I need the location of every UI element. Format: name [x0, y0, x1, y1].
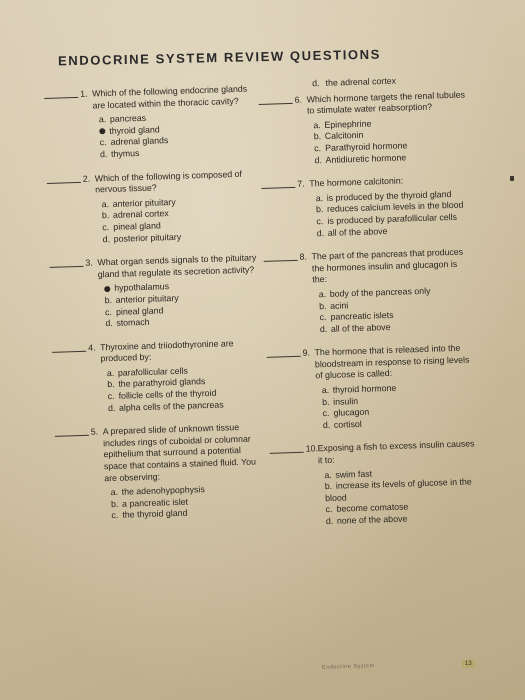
question-text: A prepared slide of unknown tissue includes rings of cuboidal or columnar epithelium that surround a potential space that contains a stained fluid. You are observing:: [102, 422, 257, 483]
question-number: 3.: [85, 257, 93, 268]
footer-text: Endocrine System: [321, 663, 375, 671]
option-letter: b.: [315, 204, 324, 215]
question-block: [269, 439, 482, 530]
left-column: [44, 83, 268, 535]
question-block: [263, 246, 476, 337]
option-letter: c.: [99, 137, 107, 148]
option-text: cortisol: [333, 418, 362, 430]
question-block: [47, 168, 259, 247]
answer-blank[interactable]: [267, 356, 301, 358]
option-text: anterior pituitary: [112, 196, 176, 209]
filled-bullet-icon: [99, 129, 105, 135]
option-letter: a.: [324, 469, 332, 480]
question-block: [52, 337, 264, 416]
option-letter: b.: [104, 294, 113, 306]
option-text: reduces calcium levels in the blood: [326, 199, 464, 215]
answer-blank[interactable]: [259, 103, 293, 105]
question-block: [261, 174, 473, 242]
option-text: follicle cells of the thyroid: [118, 387, 217, 401]
answer-blank[interactable]: [264, 260, 298, 262]
option-text: a pancreatic islet: [121, 496, 189, 509]
option-text: all of the above: [330, 321, 391, 334]
option-text: all of the above: [327, 225, 388, 238]
option-text: the thyroid gland: [122, 508, 188, 521]
option-letter: d.: [325, 515, 334, 527]
option-letter: c.: [316, 215, 324, 227]
option-text: adrenal cortex: [112, 208, 169, 221]
filled-bullet-icon: [104, 286, 110, 292]
option-text: Epinephrine: [324, 118, 372, 130]
question-text: Which of the following endocrine glands are located within the thoracic cavity?: [91, 83, 248, 111]
option-text: parafollicular cells: [117, 365, 188, 378]
option-letter: a.: [106, 367, 115, 379]
option-letter: d.: [311, 78, 320, 89]
question-block: [266, 343, 479, 434]
option-text: is produced by the thyroid gland: [326, 188, 452, 203]
option-letter: a.: [110, 487, 119, 498]
option-letter: a.: [98, 114, 107, 125]
question-number: 4.: [87, 342, 96, 353]
option-text: glucagon: [333, 406, 370, 419]
page-number: 13: [462, 660, 475, 668]
option-text: the parathyroid glands: [118, 376, 206, 390]
answer-blank[interactable]: [52, 350, 86, 352]
option-letter: d.: [102, 233, 111, 244]
option-letter: c.: [102, 221, 110, 233]
option-text: Antidiuretic hormone: [325, 151, 407, 165]
option-letter: d.: [316, 227, 325, 238]
question-number: 9.: [302, 347, 311, 359]
option-text: alpha cells of the pancreas: [118, 399, 224, 413]
option-letter: b.: [324, 481, 333, 492]
option-letter: b.: [107, 379, 115, 390]
question-5-continued-option: [258, 73, 468, 91]
question-block: [44, 83, 256, 162]
question-text: Which of the following is composed of nervous tissue?: [94, 168, 243, 195]
option-text: thymus: [110, 148, 140, 159]
option-letter: d.: [322, 419, 331, 430]
question-text: Exposing a fish to excess insulin causes it to:: [317, 438, 475, 466]
option-text: pancreas: [109, 112, 147, 125]
question-number: 1.: [79, 88, 88, 99]
option-letter: b.: [101, 210, 110, 221]
option-letter: c.: [111, 510, 119, 521]
option-letter: a.: [321, 384, 330, 396]
option-letter: d.: [319, 323, 328, 334]
option-text: thyroid gland: [109, 124, 160, 136]
option-text: thyroid hormone: [332, 382, 397, 395]
answer-blank[interactable]: [270, 452, 304, 454]
option-letter: d.: [314, 154, 323, 165]
option-text: stomach: [116, 316, 150, 328]
question-text: Thyroxine and triiodothyronine are produced by:: [99, 337, 234, 364]
option-text: swim fast: [335, 468, 373, 480]
option-letter: b.: [110, 498, 119, 509]
option-text: none of the above: [336, 513, 408, 526]
answer-blank[interactable]: [47, 181, 81, 183]
pen-mark: [510, 176, 514, 181]
question-block: [258, 89, 470, 168]
question-block: [55, 421, 268, 523]
option-letter: c.: [314, 143, 322, 154]
option-letter: b.: [321, 396, 330, 407]
question-text: The hormone that is released into the bloodstream in response to rising levels of glucose is called:: [314, 343, 470, 381]
option-text: Parathyroid hormone: [325, 140, 408, 153]
option-text: hypothalamus: [114, 281, 170, 294]
question-text: The part of the pancreas that produces the hormones insulin and glucagon is the:: [311, 246, 464, 285]
option-letter: c.: [322, 408, 330, 419]
option-letter: a.: [313, 119, 321, 131]
option-text: pancreatic islets: [330, 309, 394, 322]
option-letter: a.: [315, 192, 324, 203]
question-text: Which hormone targets the renal tubules to stimulate water reabsorption?: [306, 89, 466, 116]
option-text: pineal gland: [115, 304, 164, 317]
answer-blank[interactable]: [44, 97, 78, 99]
question-number: 7.: [297, 178, 305, 189]
option-letter: b.: [313, 131, 322, 142]
option-text: become comatose: [336, 501, 409, 515]
question-block: [49, 252, 261, 331]
answer-blank[interactable]: [261, 187, 295, 189]
option-text: anterior pituitary: [115, 292, 179, 305]
option-text: Calcitonin: [324, 130, 364, 142]
option-letter: c.: [104, 306, 112, 317]
option-text: increase its levels of glucose in the blood: [325, 476, 472, 503]
question-number: 10.: [305, 443, 319, 455]
option-text: body of the pancreas only: [329, 285, 431, 299]
question-number: 5.: [90, 426, 99, 437]
page-title: ENDOCRINE SYSTEM REVIEW QUESTIONS: [57, 46, 382, 69]
option-text: the adrenal cortex: [325, 75, 397, 88]
option-letter: d.: [105, 318, 113, 329]
answer-blank[interactable]: [55, 435, 89, 437]
option-letter: c.: [325, 504, 333, 515]
option-letter: a.: [318, 288, 327, 300]
option-text: posterior pituitary: [113, 231, 182, 244]
question-number: 2.: [82, 173, 91, 184]
question-text: What organ sends signals to the pituitary gland that regulate its secretion activity?: [97, 252, 257, 280]
answer-blank[interactable]: [50, 266, 84, 268]
question-number: 6.: [294, 94, 303, 105]
option-letter: d.: [99, 149, 108, 160]
option-text: insulin: [332, 395, 359, 407]
option-letter: c.: [319, 312, 327, 323]
option-text: acini: [329, 299, 349, 311]
option-text: adrenal glands: [110, 135, 169, 148]
right-column: [258, 73, 482, 541]
option-text: pineal gland: [113, 220, 161, 232]
question-text: The hormone calcitonin:: [309, 175, 404, 189]
option-text: the adenohypophysis: [121, 484, 205, 497]
option-letter: c.: [107, 391, 115, 402]
option-letter: a.: [101, 198, 110, 209]
option-letter: b.: [318, 300, 327, 311]
option-text: is produced by parafollicular cells: [327, 211, 458, 226]
option-letter: d.: [107, 402, 116, 413]
question-number: 8.: [299, 251, 308, 262]
